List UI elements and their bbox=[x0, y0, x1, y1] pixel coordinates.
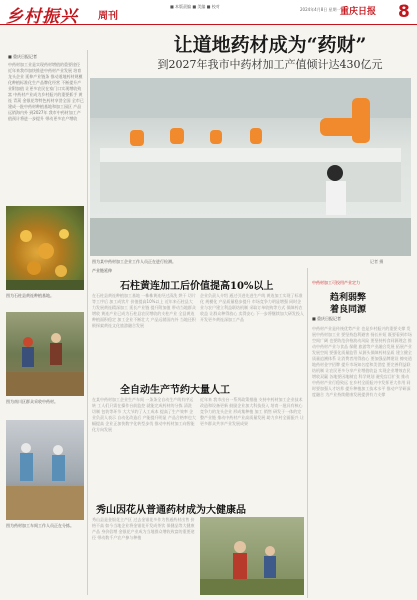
lead-subheadline: 到2027年我市中药材加工产值倾计达430亿元 bbox=[157, 58, 383, 71]
article-3-text-a: 秀山县是金银花主产区 过去金银花多作为普通药材出售 价格不高 如今当地企业将金银花开发成茶饮 保健品等大健康产品 身价倍增 金银花产业成为当地群众增收致富的重要途径 带动数千户农户参与种植 bbox=[92, 517, 195, 540]
article-3-photo bbox=[200, 517, 304, 595]
workers-image bbox=[6, 312, 84, 396]
section-brand: 乡村振兴 bbox=[6, 7, 78, 27]
sidebar-kicker: 中药材加工可投用产业定力 bbox=[312, 280, 360, 285]
left-photo-3 bbox=[6, 420, 84, 520]
issue-date: 2024年4月8日 星期一 bbox=[300, 7, 341, 12]
article-1-text-a: 在石柱县黄连种植加工基地 一株株黄连经过清洗 烘干 切片等工序后 加工成饮片 价值提高10%以上 近年来石柱县大力发展黄连精深加工 延长产业链 提升附加值 带动当地群众增收 黄连产业已成为石柱县农民增收的支柱产业 全县黄连种植面积稳定 加工企业不断壮大 产品远销国内外 当地还积极探索黄连文化旅游融合发展 bbox=[92, 293, 196, 328]
factory-workers-image bbox=[6, 420, 84, 520]
article-1-kicker: 产业链延伸 bbox=[92, 268, 112, 273]
article-3-title: 秀山因花从普通药材成为大健康品 bbox=[96, 505, 246, 516]
left-photo-1 bbox=[6, 206, 84, 290]
sidebar-title-2: 着良同源 bbox=[330, 305, 367, 315]
article-1-text-b: 企业负责人介绍 通过引进先进生产线 黄连加工实现了标准化 规模化 产品质量稳步提升 市场竞争力明显增强 同时企业与农户建立利益联结机制 采取订单收购等方式 保障药农收益 让群众种得放心 卖得安心 下一步将继续加大研发投入 开发更多黄连深加工产品 bbox=[200, 293, 304, 322]
left-photo-2 bbox=[6, 312, 84, 396]
lead-photo-caption: 图为某中药材加工企业工作人员正在进行检测。 bbox=[92, 259, 176, 264]
laboratory-image bbox=[90, 78, 411, 256]
page-number: 8 bbox=[398, 2, 410, 22]
harvest-image bbox=[200, 517, 304, 595]
editor-info: ■ 本版责编 ■ 美编 ■ 校对 bbox=[170, 4, 220, 9]
article-2-title: 全自动生产节约大量人工 bbox=[120, 385, 230, 396]
sidebar-text: 中药材产业是传统优势产业 也是乡村振兴的重要支撑 发展中药材加工业 要坚持趋利避害 扬长补短 既要看到市场空间广阔 也要防范价格波动风险 要坚持药食同源理念 推动中药材产业与食品 保健 旅游等产业融合发展 拓展产业发展空间 要强化质量监管 从源头保障药材品质 建立健全质量追溯体系 让消费者用得放心 要加强品牌建设 擦亮道地药材金字招牌 提升市场知名度和美誉度 要完善利益联结机制 让农民更多分享产业增值收益 实现企业增效农民增收双赢 各地要因地制宜 科学规划 避免盲目扩张 推动中药材产业行稳致远 在乡村全面振兴中发挥更大作用 同时要加强人才培养 提升种植加工技术水平 推动产学研深度融合 为产业持续健康发展提供有力支撑 bbox=[312, 326, 412, 397]
lead-photo-credit: 记者 摄 bbox=[370, 259, 384, 264]
sidebar-byline: ■ 重庆日报记者 bbox=[312, 316, 342, 321]
masthead bbox=[0, 0, 417, 25]
lead-text-column: 中药材加工业是实现药材增值的重要途径 近年来我市加快推进中药材产业发展 培育龙头企业 延伸产业链条 推动道地药材规模化种植标准化生产品牌化经营 不断提升产业附加值 让更多农民在家门口实现增收致富 中药材产业成为乡村振兴的重要抓手 黄连 青蒿 金银花等特色药材享誉全国 全市已建成一批中药材种植基地和加工园区 产品远销海内外 到2027年 我市中药材加工产值预计将进一步提升 带动更多农户增收 bbox=[8, 62, 84, 121]
weekly-label: 周刊 bbox=[98, 11, 118, 22]
flowers-image bbox=[6, 206, 84, 290]
article-2-text-b: 近年来 我市出台一系列政策措施 支持中药材加工企业技术改造和设备更新 鼓励企业加大科技投入 培育一批具有核心竞争力的龙头企业 形成集种植 加工 销售 研发于一体的完整产业链 推动中药材产业高质量发展 助力乡村全面振兴 让更多群众共享产业发展成果 bbox=[200, 397, 304, 426]
sidebar-title-1: 趋利弱弊 bbox=[330, 293, 367, 303]
lead-byline: ■ 重庆日报记者 bbox=[8, 54, 38, 59]
left-caption-3: 图为药材加工车间工作人员正在分拣。 bbox=[6, 523, 74, 528]
column-rule bbox=[87, 50, 88, 595]
lead-photo bbox=[90, 78, 411, 256]
lead-headline: 让道地药材成为“药财” bbox=[173, 34, 367, 56]
paper-logo: 重庆日报 bbox=[340, 7, 377, 17]
article-2-text-a: 在某中药材加工企业生产车间 一条条全自动生产线有序运转 工人们只需在操作台前监控 就能完成药材的分拣 清洗 切制 包装等环节 大大节约了人工成本 提高了生产效率 企业负责人表示 自动化改造后 产能提升明显 产品合格率也大幅提高 企业正加快数字化转型步伐 推动中药材加工向智能化方向发展 bbox=[92, 397, 196, 432]
column-rule-right bbox=[307, 268, 308, 598]
left-caption-2: 图为南川区群众采收中药材。 bbox=[6, 399, 58, 404]
article-1-title: 石柱黄连加工后价值提高10%以上 bbox=[120, 281, 274, 292]
left-caption-1: 图为石柱县黄连种植基地。 bbox=[6, 293, 54, 298]
